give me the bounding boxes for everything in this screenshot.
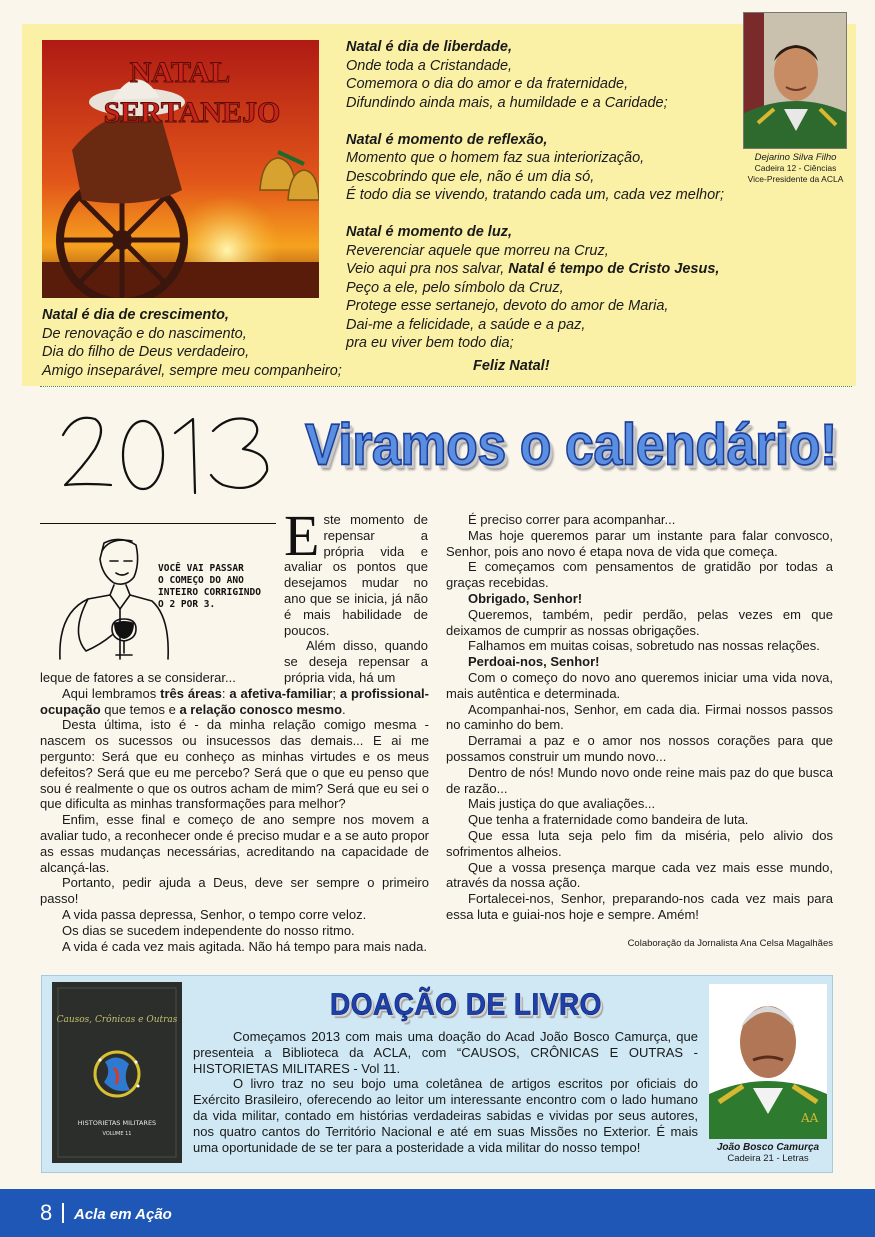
author-role-line1: Cadeira 12 - Ciências — [754, 163, 837, 173]
headline: Viramos o calendário! — [305, 413, 837, 479]
left-continuation: leque de fatores a se considerar... — [40, 670, 236, 685]
stanza-liberdade: Natal é dia de liberdade, Onde toda a Cristandade, Comemora o dia do amor e da fraternidade, Difundindo ainda mais, a humildade e a Caridade; — [346, 39, 668, 111]
article-right-column — [446, 512, 833, 923]
author-role-line2: Vice-Presidente da ACLA — [747, 173, 844, 184]
right-paragraph: Falhamos em muitas coisas, sobretudo nas nossas relações. — [468, 638, 820, 654]
article-divider — [40, 523, 276, 524]
cartoon-caption-4: O 2 POR 3. — [158, 599, 216, 610]
sertanejo-image-title: SERTANEJO — [103, 96, 281, 129]
book-author-role: Cadeira 21 - Letras — [727, 1153, 809, 1164]
left-paragraph: Enfim, esse final e começo de ano sempre nos movem a avaliar tudo, a reconhecer onde é preciso mudar e a se auto propor as essas mudanças necessárias, acreditando na capacidade de alcançá-las. — [40, 812, 429, 875]
footer-separator — [62, 1203, 64, 1223]
article-intro — [284, 503, 428, 686]
author-name: Dejarino Silva Filho — [754, 152, 837, 163]
right-paragraph: Que a vossa presença marque cada vez mais esse mundo, através da nossa ação. — [446, 859, 833, 891]
dropcap: E — [284, 503, 320, 568]
stanza-reflexao: Natal é momento de reflexão, Momento que o homem faz sua interiorização, Descobrindo que ele, não é um dia só, É todo dia se vivendo, tratando cada um, cada vez melhor; — [346, 131, 725, 203]
feliz-natal: Feliz Natal! — [473, 357, 550, 374]
magazine-name: Acla em Ação — [74, 1206, 172, 1223]
perdoai-line: Perdoai-nos, Senhor! — [468, 654, 600, 670]
stanza-luz: Natal é momento de luz, Reverenciar aquele que morreu na Cruz, Veio aqui pra nos salvar, Natal é tempo de Cristo Jesus, Peço a ele, pelo símbolo da Cruz, Protege esse sertanejo, devoto do amor de Maria, Dai-me a felicidade, a saúde e a paz, pra eu viver bem todo dia; — [346, 224, 720, 351]
article-left-column — [40, 670, 429, 954]
right-paragraph: Dentro de nós! Mundo novo onde reine mais paz do que busca de razão... — [446, 764, 833, 796]
right-paragraph: Com o começo do novo ano queremos iniciar uma vida nova, mais autêntica e determinada. — [446, 669, 833, 701]
intro-paragraph-2: Além disso, quando se deseja repensar a própria vida, há um — [284, 638, 428, 685]
right-paragraph: E começamos com pensamentos de gratidão por todas a graças recebidas. — [446, 559, 833, 591]
right-paragraph: Mais justiça do que avaliações... — [468, 796, 656, 812]
cartoon-illustration — [40, 533, 276, 661]
book-heading: DOAÇÃO DE LIVRO — [330, 987, 602, 1022]
right-paragraph: Que tenha a fraternidade como bandeira de luta. — [468, 812, 749, 828]
year-scribble — [55, 405, 295, 500]
book-paragraph: O livro traz no seu bojo uma coletânea de artigos escritos por oficiais do Exército Brasileiro, oferecendo ao leitor um interessante encontro com o lado humano da vida militar, contado em histórias verdadeiras sabidas e vividas por seus autores, nos quatro cantos do Território Nacional e até em suas Missões no Exterior. É mais uma oportunidade de se ter para a posteridade a vida militar do nosso tempo! — [193, 1076, 698, 1155]
right-paragraph: Derramai a paz e o amor nos nossos corações para que possamos construir um mundo novo... — [446, 733, 833, 764]
cover-subtitle: HISTORIETAS MILITARES — [77, 1119, 157, 1127]
intro-paragraph: ste momento de repensar a própria vida e avaliar os pontos que desejamos mudar no ano que se inicia, já não é mais habilidade de poucos. — [284, 512, 428, 638]
right-paragraph: Que essa luta seja pelo fim da miséria, pelo alivio dos sofrimentos alheios. — [446, 827, 833, 859]
cartoon-caption-3: INTEIRO CORRIGINDO — [158, 587, 261, 598]
cover-title: Causos, Crônicas e Outras — [56, 1015, 178, 1025]
left-paragraph: A vida passa depressa, Senhor, o tempo corre veloz. — [62, 906, 367, 922]
natal-image-title: NATAL — [129, 56, 231, 89]
author-photo — [743, 12, 847, 149]
right-paragraph: Fortalecei-nos, Senhor, preparando-nos cada vez mais para essa luta e guiai-nos hoje e sempre. Amém! — [446, 891, 833, 922]
cover-volume: VOLUME 11 — [102, 1131, 132, 1137]
poem-left-column: Natal é dia de crescimento, De renovação e do nascimento, Dia do filho de Deus verdadeiro, Amigo inseparável, sempre meu companheiro; — [42, 307, 342, 379]
right-paragraph: Queremos, também, pedir perdão, pelas vezes em que deixamos de cumprir as nossas obrigações. — [446, 606, 833, 638]
right-paragraph: É preciso correr para acompanhar... — [468, 512, 676, 527]
areas-paragraph: Aqui lembramos três áreas: a afetiva-familiar; a profissional-ocupação que temos e a relação conosco mesmo. — [40, 685, 429, 717]
poem-author-card — [743, 12, 848, 184]
book-paragraph: Começamos 2013 com mais uma doação do Acad João Bosco Camurça, que presenteia a Biblioteca da ACLA, com “CAUSOS, CRÔNICAS E OUTRAS - HISTORIETAS MILITARES - Vol 11. — [193, 1029, 698, 1076]
book-text — [193, 1029, 698, 1155]
article-credit: Colaboração da Jornalista Ana Celsa Magalhães — [627, 938, 833, 949]
poem-divider — [40, 386, 852, 387]
book-author-photo — [709, 984, 827, 1139]
book-author-name: João Bosco Camurça — [716, 1142, 820, 1153]
svg-text:AA: AA — [801, 1111, 819, 1125]
left-paragraph: A vida é cada vez mais agitada. Não há tempo para mais nada. — [62, 938, 427, 954]
natal-sertanejo-image — [42, 40, 319, 298]
left-paragraph: Os dias se sucedem independente do nosso ritmo. — [62, 922, 355, 938]
cartoon-caption-2: O COMEÇO DO ANO — [158, 575, 244, 586]
poem-right-column — [346, 38, 738, 375]
book-cover — [52, 982, 182, 1163]
svg-text:2013: 2013 — [55, 405, 58, 406]
right-paragraph: Acompanhai-nos, Senhor, em cada dia. Firmai nossos passos no caminho do bem. — [446, 701, 833, 733]
obrigado-line: Obrigado, Senhor! — [468, 590, 583, 606]
page-number: 8 — [40, 1200, 53, 1225]
left-paragraph: Portanto, pedir ajuda a Deus, deve ser sempre o primeiro passo! — [40, 875, 429, 907]
cartoon-caption-1: VOCÊ VAI PASSAR — [158, 563, 244, 574]
left-paragraph: Desta última, isto é - da minha relação comigo mesma - nascem os sucessos ou insucessos das demais... E ai me pergunto: Será que eu conheço as minhas virtudes e os meus defeitos? Será que eu me percebo? Será que o que eu penso que sou é realmente o que os outros acham de mim? Será que eu sei o que dificulta as minhas transformações para melhor? — [40, 717, 429, 812]
right-paragraph: Mas hoje queremos parar um instante para falar convosco, Senhor, pois ano novo é etapa nova de vida que começa. — [446, 527, 833, 559]
book-author-card — [709, 984, 827, 1164]
